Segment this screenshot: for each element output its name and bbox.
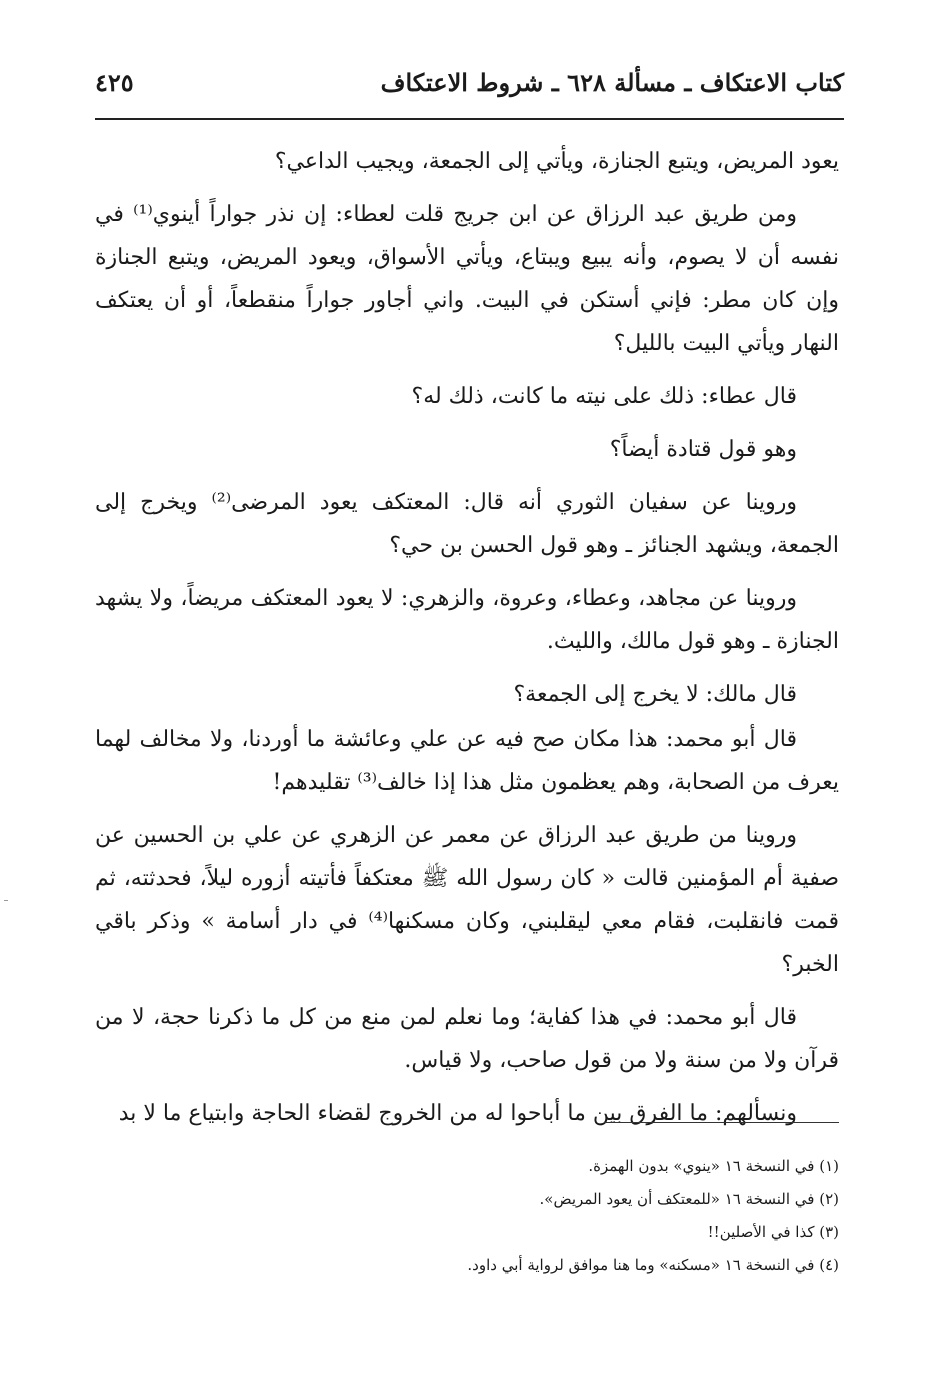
header-divider bbox=[95, 118, 844, 120]
paragraph: قال أبو محمد: في هذا كفاية؛ وما نعلم لمن منع من كل ما ذكرنا حجة، لا من قرآن ولا من سنة ولا من قول صاحب، ولا قياس. bbox=[95, 1005, 839, 1073]
scan-edge-mark bbox=[4, 900, 8, 901]
main-text bbox=[95, 140, 839, 1145]
paragraph: ومن طريق عبد الرزاق عن ابن جريج قلت لعطاء: إن نذر جواراً أينوي⁽¹⁾ في نفسه أن لا يصوم، وأنه يبيع ويبتاع، ويأتي الأسواق، ويعود المريض، ويتبع الجنازة وإن كان مطر: فإني أستكن في البيت. واني أجاور جواراً منقطعاً، أو أن يعتكف النهار ويأتي البيت بالليل؟ bbox=[95, 202, 839, 356]
running-header bbox=[95, 62, 844, 112]
paragraph: قال عطاء: ذلك على نيته ما كانت، ذلك له؟ bbox=[411, 384, 797, 409]
page-number: ٤٢٥ bbox=[95, 68, 134, 97]
paragraph: وروينا عن مجاهد، وعطاء، وعروة، والزهري: لا يعود المعتكف مريضاً، ولا يشهد الجنازة ـ وهو قول مالك، والليث. bbox=[95, 586, 839, 654]
footnote-divider bbox=[604, 1122, 839, 1123]
paragraph: ونسألهم: ما الفرق بين ما أباحوا له من الخروج لقضاء الحاجة وابتياع ما لا بد bbox=[118, 1101, 797, 1126]
footnote-2: (٢) في النسخة ١٦ «للمعتكف أن يعود المريض». bbox=[539, 1190, 839, 1208]
footnote-4: (٤) في النسخة ١٦ «مسكنه» وما هنا موافق لرواية أبي داود. bbox=[467, 1256, 839, 1274]
footnotes bbox=[95, 1150, 839, 1282]
paragraph: وروينا عن سفيان الثوري أنه قال: المعتكف يعود المرضى⁽²⁾ ويخرج إلى الجمعة، ويشهد الجنائز ـ وهو قول الحسن بن حي؟ bbox=[95, 490, 839, 558]
footnote-3: (٣) كذا في الأصلين!! bbox=[707, 1223, 839, 1241]
paragraph: وروينا من طريق عبد الرزاق عن معمر عن الزهري عن علي بن الحسين عن صفية أم المؤمنين قالت « كان رسول الله ﷺ معتكفاً فأتيته أزوره ليلاً، فحدثته، ثم قمت فانقلبت، فقام معي ليقلبني، وكان مسكنها⁽⁴⁾ في دار أسامة » وذكر باقي الخبر؟ bbox=[95, 823, 840, 977]
paragraph: يعود المريض، ويتبع الجنازة، ويأتي إلى الجمعة، ويجيب الداعي؟ bbox=[274, 149, 839, 174]
paragraph: قال أبو محمد: هذا مكان صح فيه عن علي وعائشة ما أوردنا، ولا مخالف لهما يعرف من الصحابة، وهم يعظمون مثل هذا إذا خالف⁽³⁾ تقليدهم! bbox=[95, 727, 839, 795]
footnote-1: (١) في النسخة ١٦ «ينوي» بدون الهمزة. bbox=[588, 1157, 839, 1175]
paragraph: وهو قول قتادة أيضاً؟ bbox=[609, 437, 797, 462]
header-title: كتاب الاعتكاف ـ مسألة ٦٢٨ ـ شروط الاعتكاف bbox=[380, 68, 844, 97]
paragraph: قال مالك: لا يخرج إلى الجمعة؟ bbox=[513, 682, 797, 707]
